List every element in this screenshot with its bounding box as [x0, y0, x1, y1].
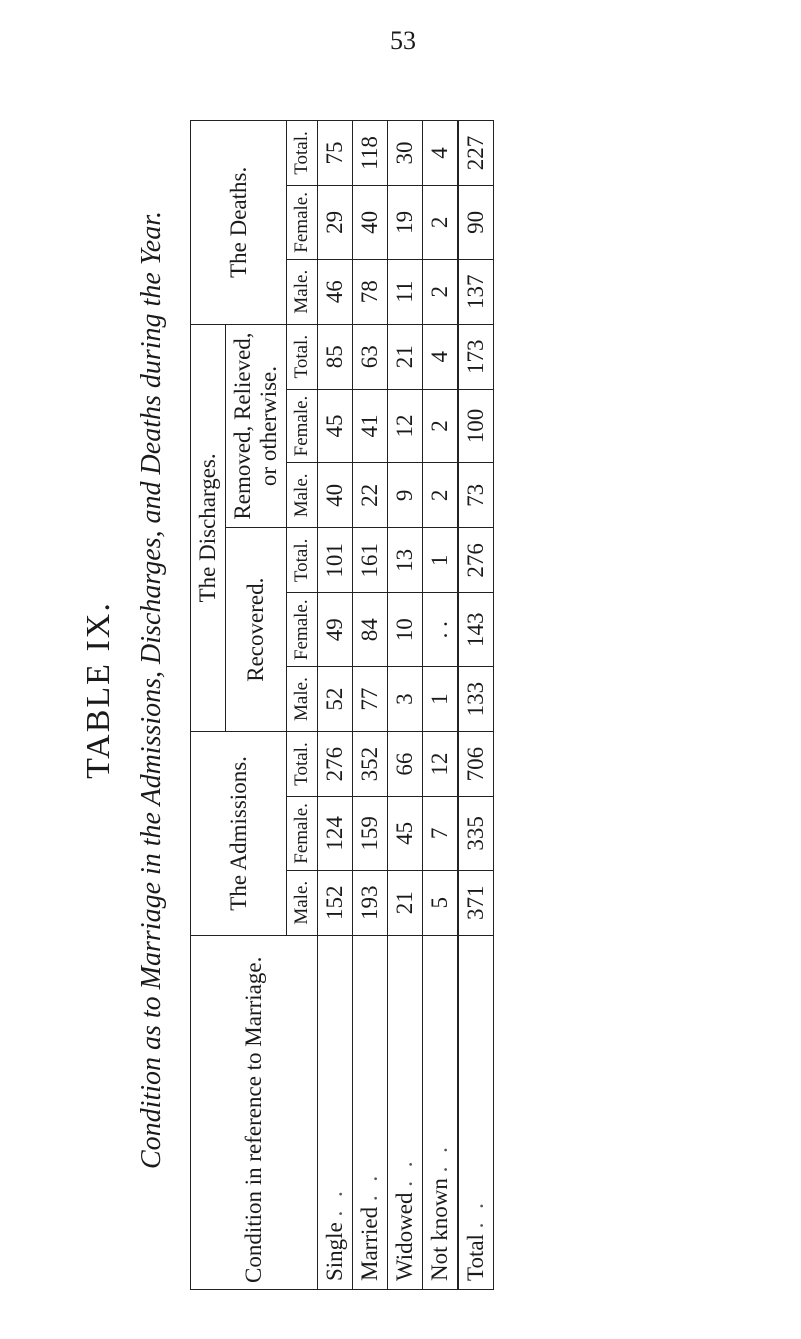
table-row-total [458, 121, 494, 1290]
row-label [458, 935, 494, 1289]
cell: 84 [353, 593, 388, 667]
cell: 101 [318, 528, 353, 593]
cell: 49 [318, 593, 353, 667]
cell: 9 [388, 463, 423, 528]
cell: 29 [318, 186, 353, 260]
row-label [423, 935, 459, 1289]
table-subtitle: Condition as to Marriage in the Admissions, Discharges, and Deaths during the Year. [136, 211, 167, 1170]
cell: 159 [353, 797, 388, 871]
row-label [318, 935, 353, 1289]
recovered-header: Recovered. [226, 528, 287, 732]
cell: 19 [388, 186, 423, 260]
cell: 4 [423, 121, 459, 186]
cell: 45 [388, 797, 423, 871]
cell: 276 [318, 732, 353, 797]
cell: 2 [423, 186, 459, 260]
cell: 4 [423, 324, 459, 389]
cell: 40 [353, 186, 388, 260]
dea-total-header: Total. [287, 121, 318, 186]
cell: 46 [318, 259, 353, 324]
cell: 3 [388, 667, 423, 732]
cell: . . [423, 593, 459, 667]
row-label [353, 935, 388, 1289]
cell: 100 [458, 389, 494, 463]
dea-male-header: Male. [287, 259, 318, 324]
cell: 335 [458, 797, 494, 871]
cell: 2 [423, 389, 459, 463]
cell: 41 [353, 389, 388, 463]
cell: 2 [423, 259, 459, 324]
cell: 90 [458, 186, 494, 260]
rem-female-header: Female. [287, 389, 318, 463]
cell: 5 [423, 870, 459, 935]
cell: 85 [318, 324, 353, 389]
page-number: 53 [390, 26, 416, 55]
cell: 45 [318, 389, 353, 463]
rec-total-header: Total. [287, 528, 318, 593]
cell: 10 [388, 593, 423, 667]
cell: 137 [458, 259, 494, 324]
row-label-text: Married [357, 1206, 382, 1281]
rec-male-header: Male. [287, 667, 318, 732]
cell: 63 [353, 324, 388, 389]
marriage-table [190, 120, 494, 1290]
rem-total-header: Total. [287, 324, 318, 389]
table-row-not-known [423, 121, 459, 1290]
cell: 7 [423, 797, 459, 871]
cell: 77 [353, 667, 388, 732]
cell: 1 [423, 667, 459, 732]
cell: 118 [353, 121, 388, 186]
cell: 133 [458, 667, 494, 732]
cell: 2 [423, 463, 459, 528]
removed-header: Removed, Relieved, or otherwise. [226, 324, 287, 528]
adm-male-header: Male. [287, 870, 318, 935]
cell: 12 [388, 389, 423, 463]
cell: 52 [318, 667, 353, 732]
rec-female-header: Female. [287, 593, 318, 667]
cell: 12 [423, 732, 459, 797]
rotated-table-page [70, 90, 730, 1290]
row-label [388, 935, 423, 1289]
adm-total-header: Total. [287, 732, 318, 797]
leader-dots: . . [322, 1187, 347, 1217]
dea-female-header: Female. [287, 186, 318, 260]
deaths-header: The Deaths. [191, 121, 287, 325]
cell: 706 [458, 732, 494, 797]
cell: 73 [458, 463, 494, 528]
condition-header: Condition in reference to Marriage. [191, 935, 318, 1289]
cell: 11 [388, 259, 423, 324]
cell: 143 [458, 593, 494, 667]
cell: 21 [388, 870, 423, 935]
cell: 1 [423, 528, 459, 593]
table-row-widowed [388, 121, 423, 1290]
table-row-single [318, 121, 353, 1290]
cell: 78 [353, 259, 388, 324]
cell: 152 [318, 870, 353, 935]
rem-male-header: Male. [287, 463, 318, 528]
cell: 21 [388, 324, 423, 389]
leader-dots: . . [357, 1171, 382, 1202]
cell: 30 [388, 121, 423, 186]
cell: 13 [388, 528, 423, 593]
cell: 66 [388, 732, 423, 797]
adm-female-header: Female. [287, 797, 318, 871]
table-row-married [353, 121, 388, 1290]
discharges-header: The Discharges. [191, 324, 226, 731]
cell: 124 [318, 797, 353, 871]
leader-dots: . . [392, 1157, 417, 1187]
cell: 173 [458, 324, 494, 389]
row-label-text: Widowed [392, 1192, 417, 1281]
cell: 352 [353, 732, 388, 797]
admissions-header: The Admissions. [191, 732, 287, 936]
table-title: TABLE IX. [80, 601, 117, 779]
cell: 40 [318, 463, 353, 528]
leader-dots: . . [427, 1143, 452, 1173]
cell: 22 [353, 463, 388, 528]
row-label-text: Not known [427, 1178, 452, 1281]
cell: 371 [458, 870, 494, 935]
leader-dots: . . [463, 1199, 488, 1229]
cell: 276 [458, 528, 494, 593]
row-label-text: Total [463, 1234, 488, 1281]
cell: 161 [353, 528, 388, 593]
cell: 227 [458, 121, 494, 186]
row-label-text: Single [322, 1222, 347, 1281]
cell: 75 [318, 121, 353, 186]
cell: 193 [353, 870, 388, 935]
